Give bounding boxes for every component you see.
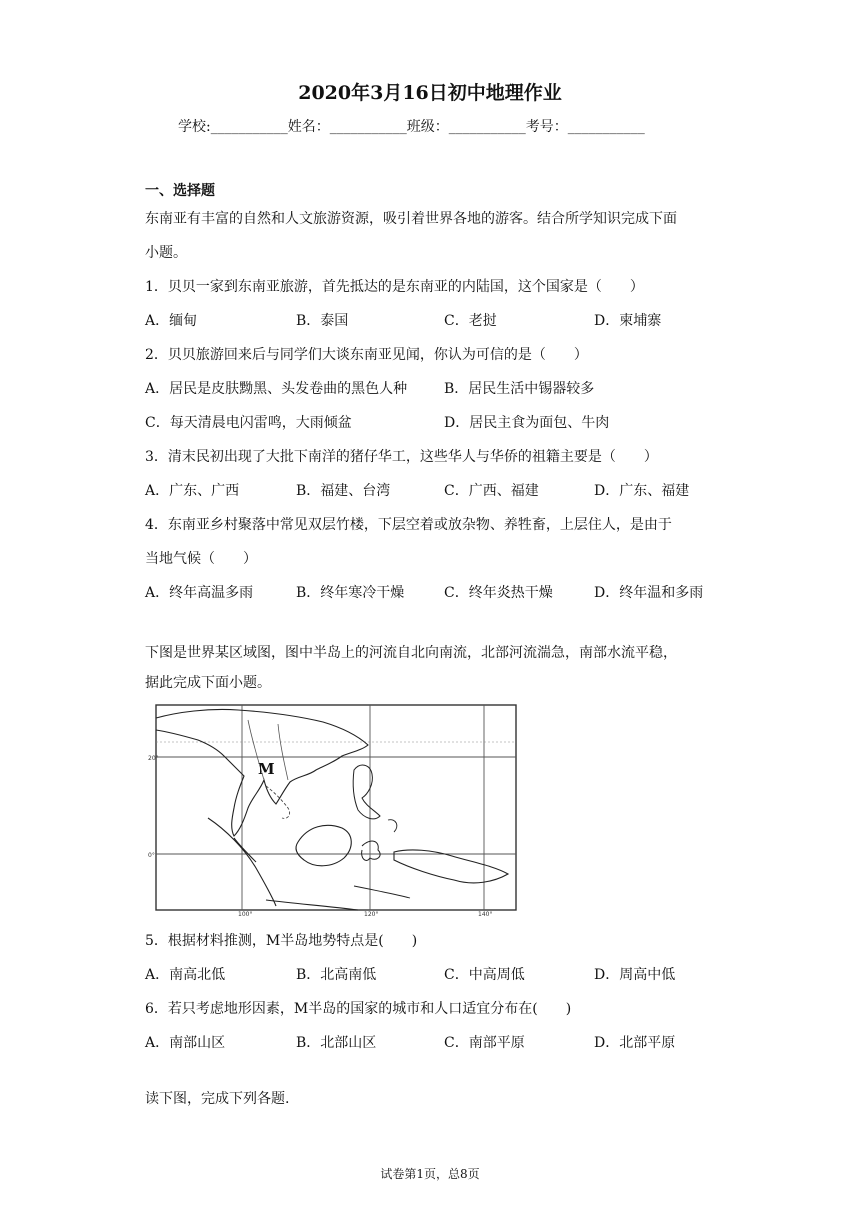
intro-text: 下图是世界某区域图，图中半岛上的河流自北向南流，北部河流湍急，南部水流平稳， [145,645,677,661]
lat-label: 20° [148,755,159,762]
option: C．南部平原 [444,1035,525,1051]
option: C．老挝 [444,313,497,329]
option: C．中高周低 [444,967,525,983]
question-stem: 1．贝贝一家到东南亚旅游，首先抵达的是东南亚的内陆国，这个国家是（ ） [145,279,644,295]
question-stem: 3．清末民初出现了大批下南洋的猪仔华工，这些华人与华侨的祖籍主要是（ ） [145,449,658,465]
option: C．每天清晨电闪雷鸣，大雨倾盆 [145,415,352,431]
intro-text: 读下图，完成下列各题. [145,1091,290,1107]
intro-text: 小题。 [145,245,187,261]
region-map [148,700,520,920]
intro-text: 据此完成下面小题。 [145,675,271,691]
option: A．南高北低 [145,967,226,983]
lat-label: 0° [148,852,155,859]
option: D．终年温和多雨 [594,585,704,601]
section-heading: 一、选择题 [145,183,215,199]
option: B．居民生活中锡器较多 [444,381,595,397]
option: A．南部山区 [145,1035,226,1051]
question-stem: 当地气候（ ） [145,551,257,567]
option: B．北高南低 [296,967,377,983]
page-footer: 试卷第1页，总8页 [380,1167,480,1181]
lon-label: 100° [238,911,253,918]
question-stem: 6．若只考虑地形因素，M半岛的国家的城市和人口适宜分布在( ) [145,1001,572,1017]
option: B．终年寒冷干燥 [296,585,405,601]
option: A．终年高温多雨 [145,585,254,601]
page-title: 2020年3月16日初中地理作业 [298,82,562,104]
question-stem: 2．贝贝旅游回来后与同学们大谈东南亚见闻，你认为可信的是（ ） [145,347,588,363]
option: D．柬埔寨 [594,313,662,329]
map-label-M: M [258,760,275,778]
question-stem: 4．东南亚乡村聚落中常见双层竹楼，下层空着或放杂物、养牲畜，上层住人，是由于 [145,517,672,533]
option: B．北部山区 [296,1035,377,1051]
option: A．广东、广西 [145,483,240,499]
lon-label: 140° [478,911,493,918]
option: A．缅甸 [145,313,198,329]
option: B．福建、台湾 [296,483,391,499]
option: C．广西、福建 [444,483,539,499]
student-info-line: 学校:___________姓名：___________班级：___________考号：___________ [178,119,645,135]
option: D．广东、福建 [594,483,690,499]
option: D．北部平原 [594,1035,676,1051]
question-stem: 5．根据材料推测，M半岛地势特点是( ) [145,933,418,949]
option: D．周高中低 [594,967,676,983]
option: D．居民主食为面包、牛肉 [444,415,610,431]
option: C．终年炎热干燥 [444,585,553,601]
option: A．居民是皮肤黝黑、头发卷曲的黑色人种 [145,381,408,397]
intro-text: 东南亚有丰富的自然和人文旅游资源，吸引着世界各地的游客。结合所学知识完成下面 [145,211,677,227]
lon-label: 120° [364,911,379,918]
option: B．泰国 [296,313,349,329]
